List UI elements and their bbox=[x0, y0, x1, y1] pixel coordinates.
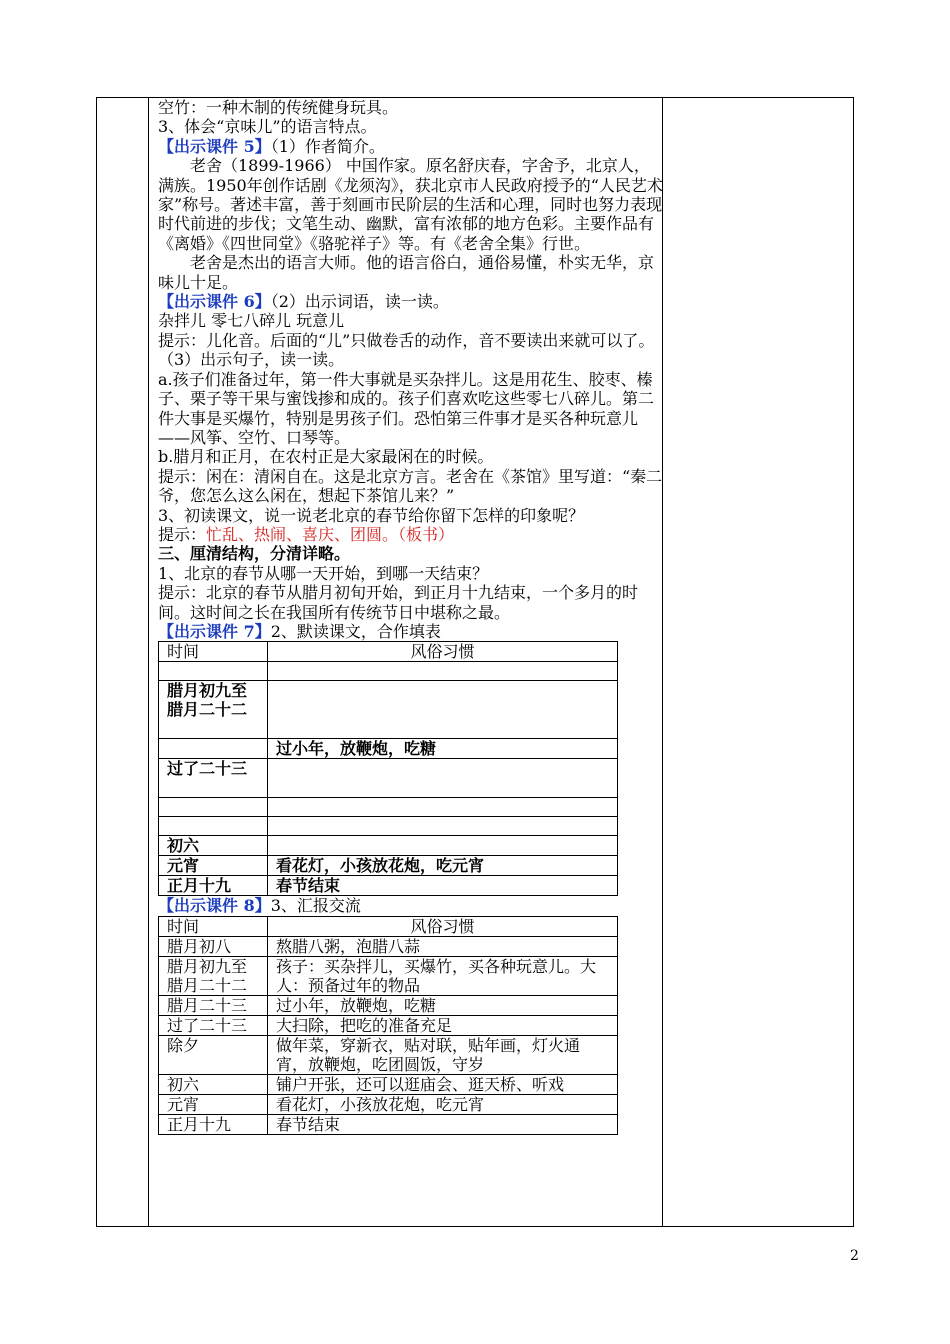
table-cell: 大扫除，把吃的准备充足 bbox=[268, 1015, 618, 1035]
courseware-tag: 【出示课件 5】 bbox=[158, 136, 271, 156]
table-cell: 腊月初九至腊月二十二 bbox=[159, 681, 268, 739]
line: 【出示课件 8】3、汇报交流 bbox=[158, 896, 361, 916]
paragraph: 老舍是杰出的语言大师。他的语言俗白，通俗易懂，朴实无华，京味儿十足。 bbox=[158, 253, 655, 292]
table-cell: 过了二十三 bbox=[159, 759, 268, 798]
table-cell: 腊月二十三 bbox=[159, 995, 268, 1015]
line: 杂拌儿 零七八碎儿 玩意儿 bbox=[158, 311, 345, 331]
lesson-content bbox=[158, 98, 663, 1135]
page-number: 2 bbox=[850, 1248, 859, 1264]
table-cell: 正月十九 bbox=[159, 1114, 268, 1134]
table-cell: 过了二十三 bbox=[159, 1015, 268, 1035]
table-cell: 初六 bbox=[159, 1074, 268, 1094]
courseware-tag: 【出示课件 7】 bbox=[158, 621, 271, 641]
line: 【出示课件 7】2、默读课文，合作填表 bbox=[158, 621, 441, 641]
table-cell: 看花灯，小孩放花炮，吃元宵 bbox=[268, 856, 618, 876]
table-cell: 看花灯，小孩放花炮，吃元宵 bbox=[268, 1094, 618, 1114]
table-cell: 腊月初九至腊月二十二 bbox=[159, 956, 268, 995]
report-table bbox=[158, 916, 618, 1135]
table-header: 时间 bbox=[159, 916, 268, 936]
paragraph: 老舍（1899-1966） 中国作家。原名舒庆春，字舍予，北京人，满族。1950年创作话剧《龙须沟》，获北京市人民政府授予的“人民艺术家”称号。著述丰富，善于刻画市民阶层的生活和心理，同时也努力表现时代前进的步伐；文笔生动、幽默，富有浓郁的地方色彩。主要作品有《离婚》《四世同堂》《骆驼祥子》等。有《老舍全集》行世。 bbox=[158, 156, 663, 253]
line: 3、体会“京味儿”的语言特点。 bbox=[158, 117, 377, 137]
courseware-tag: 【出示课件 8】 bbox=[158, 896, 271, 916]
table-cell: 做年菜，穿新衣，贴对联，贴年画，灯火通宵，放鞭炮，吃团圆饭，守岁 bbox=[268, 1035, 618, 1074]
left-column bbox=[97, 98, 149, 1226]
table-cell: 元宵 bbox=[159, 856, 268, 876]
table-cell: 腊月初八 bbox=[159, 936, 268, 956]
line: 提示：忙乱、热闹、喜庆、团圆。（板书） bbox=[158, 524, 455, 544]
line: b.腊月和正月，在农村正是大家最闲在的时候。 bbox=[158, 447, 494, 467]
paragraph: 提示：儿化音。后面的“儿”只做卷舌的动作，音不要读出来就可以了。 bbox=[158, 330, 655, 350]
line: 1、北京的春节从哪一天开始，到哪一天结束？ bbox=[158, 563, 489, 583]
table-cell: 初六 bbox=[159, 836, 268, 856]
line: （3）出示句子，读一读。 bbox=[158, 350, 345, 370]
lesson-table-frame bbox=[96, 97, 854, 1227]
section-heading: 三、厘清结构，分清详略。 bbox=[158, 544, 351, 564]
table-cell: 元宵 bbox=[159, 1094, 268, 1114]
table-header: 风俗习惯 bbox=[268, 642, 618, 662]
paragraph: 提示：北京的春节从腊月初旬开始，到正月十九结束，一个多月的时间。这时间之长在我国所有传统节日中堪称之最。 bbox=[158, 583, 639, 622]
table-cell: 铺户开张，还可以逛庙会、逛天桥、听戏 bbox=[268, 1074, 618, 1094]
line: 【出示课件 6】（2）出示词语，读一读。 bbox=[158, 292, 449, 312]
table-cell: 孩子：买杂拌儿，买爆竹，买各种玩意儿。大人：预备过年的物品 bbox=[268, 956, 618, 995]
table-cell: 过小年，放鞭炮，吃糖 bbox=[268, 739, 618, 759]
fill-in-table bbox=[158, 641, 618, 896]
table-header: 风俗习惯 bbox=[268, 916, 618, 936]
table-cell: 熬腊八粥，泡腊八蒜 bbox=[268, 936, 618, 956]
table-cell: 正月十九 bbox=[159, 876, 268, 896]
paragraph: 提示：闲在：清闲自在。这是北京方言。老舍在《茶馆》里写道：“秦二爷，您怎么这么闲在，想起下茶馆儿来？” bbox=[158, 466, 663, 506]
table-cell: 过小年，放鞭炮，吃糖 bbox=[268, 995, 618, 1015]
table-cell: 春节结束 bbox=[268, 1114, 618, 1134]
courseware-tag: 【出示课件 6】 bbox=[158, 292, 271, 312]
line: 【出示课件 5】（1）作者简介。 bbox=[158, 136, 385, 156]
table-header: 时间 bbox=[159, 642, 268, 662]
board-note: 忙乱、热闹、喜庆、团圆。（板书） bbox=[206, 524, 455, 544]
table-cell: 春节结束 bbox=[268, 876, 618, 896]
line: 空竹：一种木制的传统健身玩具。 bbox=[158, 98, 399, 117]
paragraph: a.孩子们准备过年，第一件大事就是买杂拌儿。这是用花生、胶枣、榛子、栗子等干果与蜜饯掺和成的。孩子们喜欢吃这些零七八碎儿。第二件大事是买爆竹，特别是男孩子们。恐怕第三件事才是买各种玩意儿——风筝、空竹、口琴等。 bbox=[158, 369, 655, 447]
table-cell: 除夕 bbox=[159, 1035, 268, 1074]
line: 3、初读课文，说一说老北京的春节给你留下怎样的印象呢？ bbox=[158, 505, 585, 525]
